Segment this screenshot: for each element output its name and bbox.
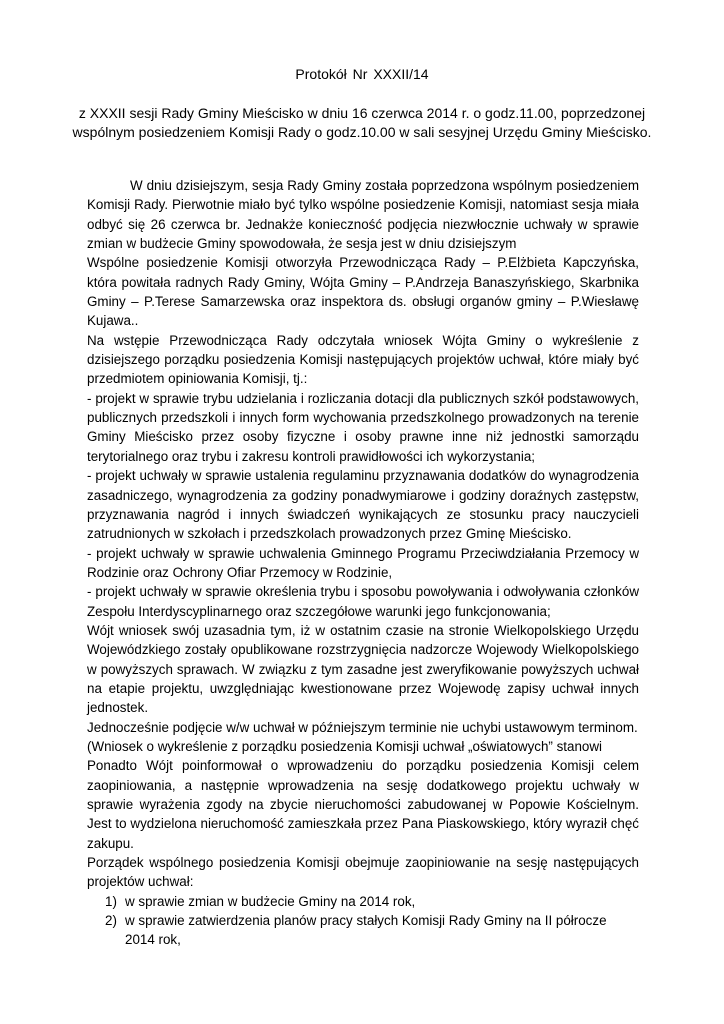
paragraph-note: (Wniosek o wykreślenie z porządku posiedzenia Komisji uchwał „oświatowych” stanowi	[87, 738, 603, 754]
list-item-text: w sprawie zatwierdzenia planów pracy stałych Komisji Rady Gminy na II półrocze 2014 rok,	[125, 913, 607, 948]
paragraph-intro: W dniu dzisiejszym, sesja Rady Gminy została poprzedzona wspólnym posiedzeniem Komisji Rady. Pierwotnie miało być tylko wspólne posiedzenie Komisji, natomiast sesja miała odbyć się 26 czerwca br. Jednakże konieczność podjęcia niezwłocznie uchwały w sprawie zmian w budżecie Gminy spowodowała, że sesja jest w dniu dzisiejszym	[87, 178, 639, 252]
subtitle-line-1: z XXXII sesji Rady Gminy Mieścisko w dniu 16 czerwca 2014 r. o godz.11.00, poprzedzonej	[78, 105, 646, 121]
list-item	[87, 911, 639, 950]
paragraph-project-2: - projekt uchwały w sprawie ustalenia regulaminu przyznawania dodatków do wynagrodzenia zasadniczego, wynagrodzenia za godziny ponadwymiarowe i godziny doraźnych zastępstw, przyznawania nagród i innych świadczeń wynikających ze stosunku pracy nauczycieli zatrudnionych w szkołach i przedszkolach prowadzonych przez Gminę Mieścisko.	[87, 468, 639, 542]
paragraph-motion: Na wstępie Przewodnicząca Rady odczytała wniosek Wójta Gminy o wykreślenie z dzisiejszego porządku posiedzenia Komisji następujących projektów uchwał, które miały być przedmiotem opiniowania Komisji, tj.:	[87, 332, 639, 387]
list-item-number: 2)	[105, 913, 117, 929]
document-title: Protokół Nr XXXII/14	[295, 66, 429, 82]
document-subtitle	[60, 104, 664, 142]
paragraph-project-4: - projekt uchwały w sprawie określenia trybu i sposobu powoływania i odwoływania członków Zespołu Interdyscyplinarnego oraz szczegółowe warunki jego funkcjonowania;	[87, 584, 639, 619]
paragraph-additional-project: Ponadto Wójt poinformował o wprowadzeniu do porządku posiedzenia Komisji celem zaopiniowania, a następnie wprowadzenia na sesję dodatkowego projektu uchwały w sprawie wyrażenia zgody na zbycie nieruchomości zabudowanej w Popowie Kościelnym. Jest to wydzielona nieruchomość zamieszkała przez Pana Piaskowskiego, który wyraził chęć zakupu.	[87, 758, 639, 851]
paragraph-justification: Wójt wniosek swój uzasadnia tym, iż w ostatnim czasie na stronie Wielkopolskiego Urzędu Wojewódzkiego zostały opublikowane rozstrzygnięcia nadzorcze Wojewody Wielkopolskiego w powyższych sprawach. W związku z tym zasadne jest zweryfikowanie powyższych uchwał na etapie projektu, uwzględniając kwestionowane przez Wojewodę zapisy uchwał innych jednostek.	[87, 622, 639, 716]
list-item-text: w sprawie zmian w budżecie Gminy na 2014 rok,	[125, 893, 416, 909]
paragraph-project-3: - projekt uchwały w sprawie uchwalenia Gminnego Programu Przeciwdziałania Przemocy w Rodzinie oraz Ochrony Ofiar Przemocy w Rodzinie,	[87, 545, 639, 580]
list-item	[87, 892, 639, 911]
subtitle-line-2: wspólnym posiedzeniem Komisji Rady o godz.10.00 w sali sesyjnej Urzędu Gminy Mieścisko.	[72, 124, 652, 140]
paragraph-opening: Wspólne posiedzenie Komisji otworzyła Przewodnicząca Rady – P.Elżbieta Kapczyńska, która powitała radnych Rady Gminy, Wójta Gminy – P.Andrzeja Banaszyńskiego, Skarbnika Gminy – P.Terese Samarzewska oraz inspektora ds. obsługi organów gminy – P.Wiesławę Kujawa..	[87, 255, 639, 329]
list-item-number: 1)	[105, 893, 117, 909]
paragraph-agenda: Porządek wspólnego posiedzenia Komisji obejmuje zaopiniowanie na sesję następujących projektów uchwał:	[87, 855, 639, 890]
paragraph-deadline: Jednocześnie podjęcie w/w uchwał w późniejszym terminie nie uchybi ustawowym terminom.	[87, 719, 638, 735]
document-body	[87, 176, 639, 950]
paragraph-project-1: - projekt w sprawie trybu udzielania i rozliczania dotacji dla publicznych szkół podstawowych, publicznych przedszkoli i innych form wychowania przedszkolnego prowadzonych na terenie Gminy Mieścisko przez osoby fizyczne i osoby prawne inne niż jednostki samorządu terytorialnego oraz trybu i zakresu kontroli prawidłowości ich wykorzystania;	[87, 390, 639, 464]
agenda-list	[87, 892, 639, 950]
